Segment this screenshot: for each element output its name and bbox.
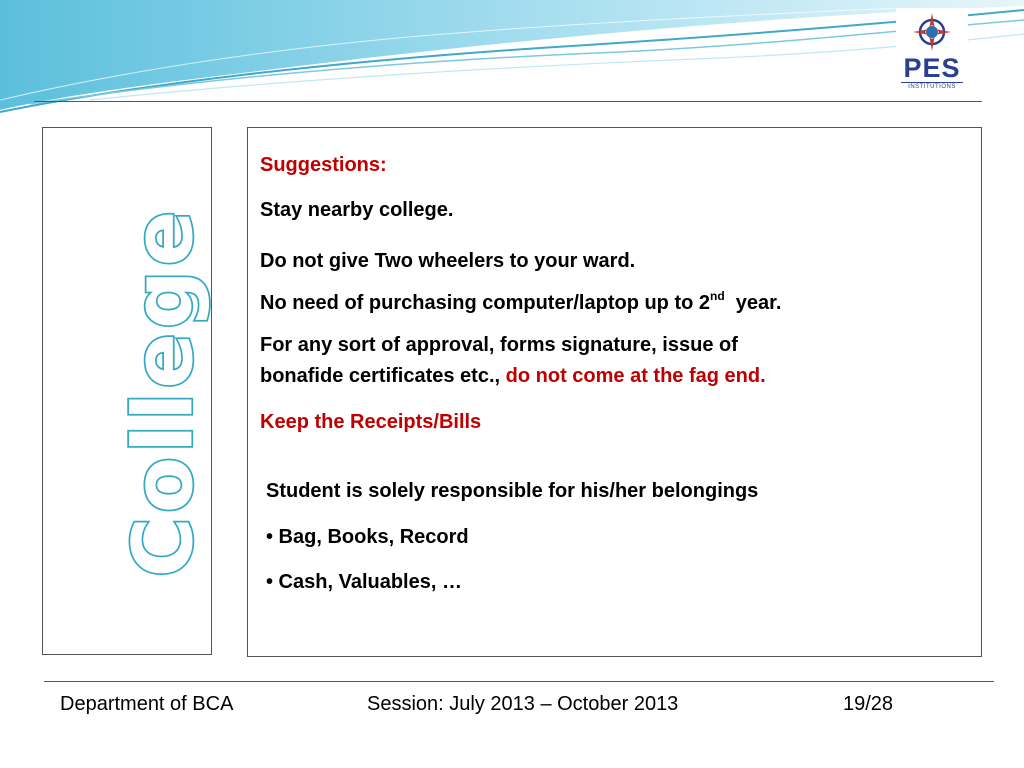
header-wave-decoration bbox=[0, 0, 1024, 120]
footer-session: Session: July 2013 – October 2013 bbox=[367, 693, 679, 715]
content-panel bbox=[247, 127, 982, 657]
sidebar-title: College bbox=[116, 206, 212, 578]
sidebar-panel bbox=[42, 127, 212, 655]
belongings-item-bag: • Bag, Books, Record bbox=[266, 526, 469, 548]
suggestion-laptop-text: No need of purchasing computer/laptop up to 2 bbox=[260, 292, 711, 314]
footer-divider bbox=[44, 681, 994, 682]
compass-emblem-icon bbox=[912, 12, 952, 52]
logo-subtitle: INSTITUTIONS bbox=[901, 82, 963, 90]
suggestions-heading: Suggestions: bbox=[260, 154, 387, 176]
header-divider bbox=[34, 101, 982, 102]
pes-logo bbox=[896, 8, 968, 98]
logo-name: PES bbox=[903, 53, 961, 83]
suggestion-two-wheelers: Do not give Two wheelers to your ward. bbox=[260, 250, 636, 272]
suggestion-approval-text: bonafide certificates etc., bbox=[260, 365, 506, 387]
suggestion-approval-line2 bbox=[260, 361, 766, 392]
suggestion-laptop bbox=[260, 288, 781, 319]
suggestion-laptop-tail: year. bbox=[724, 292, 782, 314]
belongings-heading: Student is solely responsible for his/her belongings bbox=[266, 480, 759, 502]
footer-page-number: 19/28 bbox=[843, 693, 894, 715]
suggestion-approval-line1: For any sort of approval, forms signature, issue of bbox=[260, 334, 738, 356]
suggestion-approval-highlight: do not come at the fag end. bbox=[505, 365, 766, 387]
belongings-item-cash: • Cash, Valuables, … bbox=[266, 571, 462, 593]
receipts-note: Keep the Receipts/Bills bbox=[260, 411, 482, 433]
sidebar-title-graphic bbox=[43, 128, 213, 656]
ordinal-suffix: nd bbox=[710, 289, 725, 303]
footer-department: Department of BCA bbox=[60, 693, 234, 715]
suggestion-stay-nearby: Stay nearby college. bbox=[260, 199, 454, 221]
